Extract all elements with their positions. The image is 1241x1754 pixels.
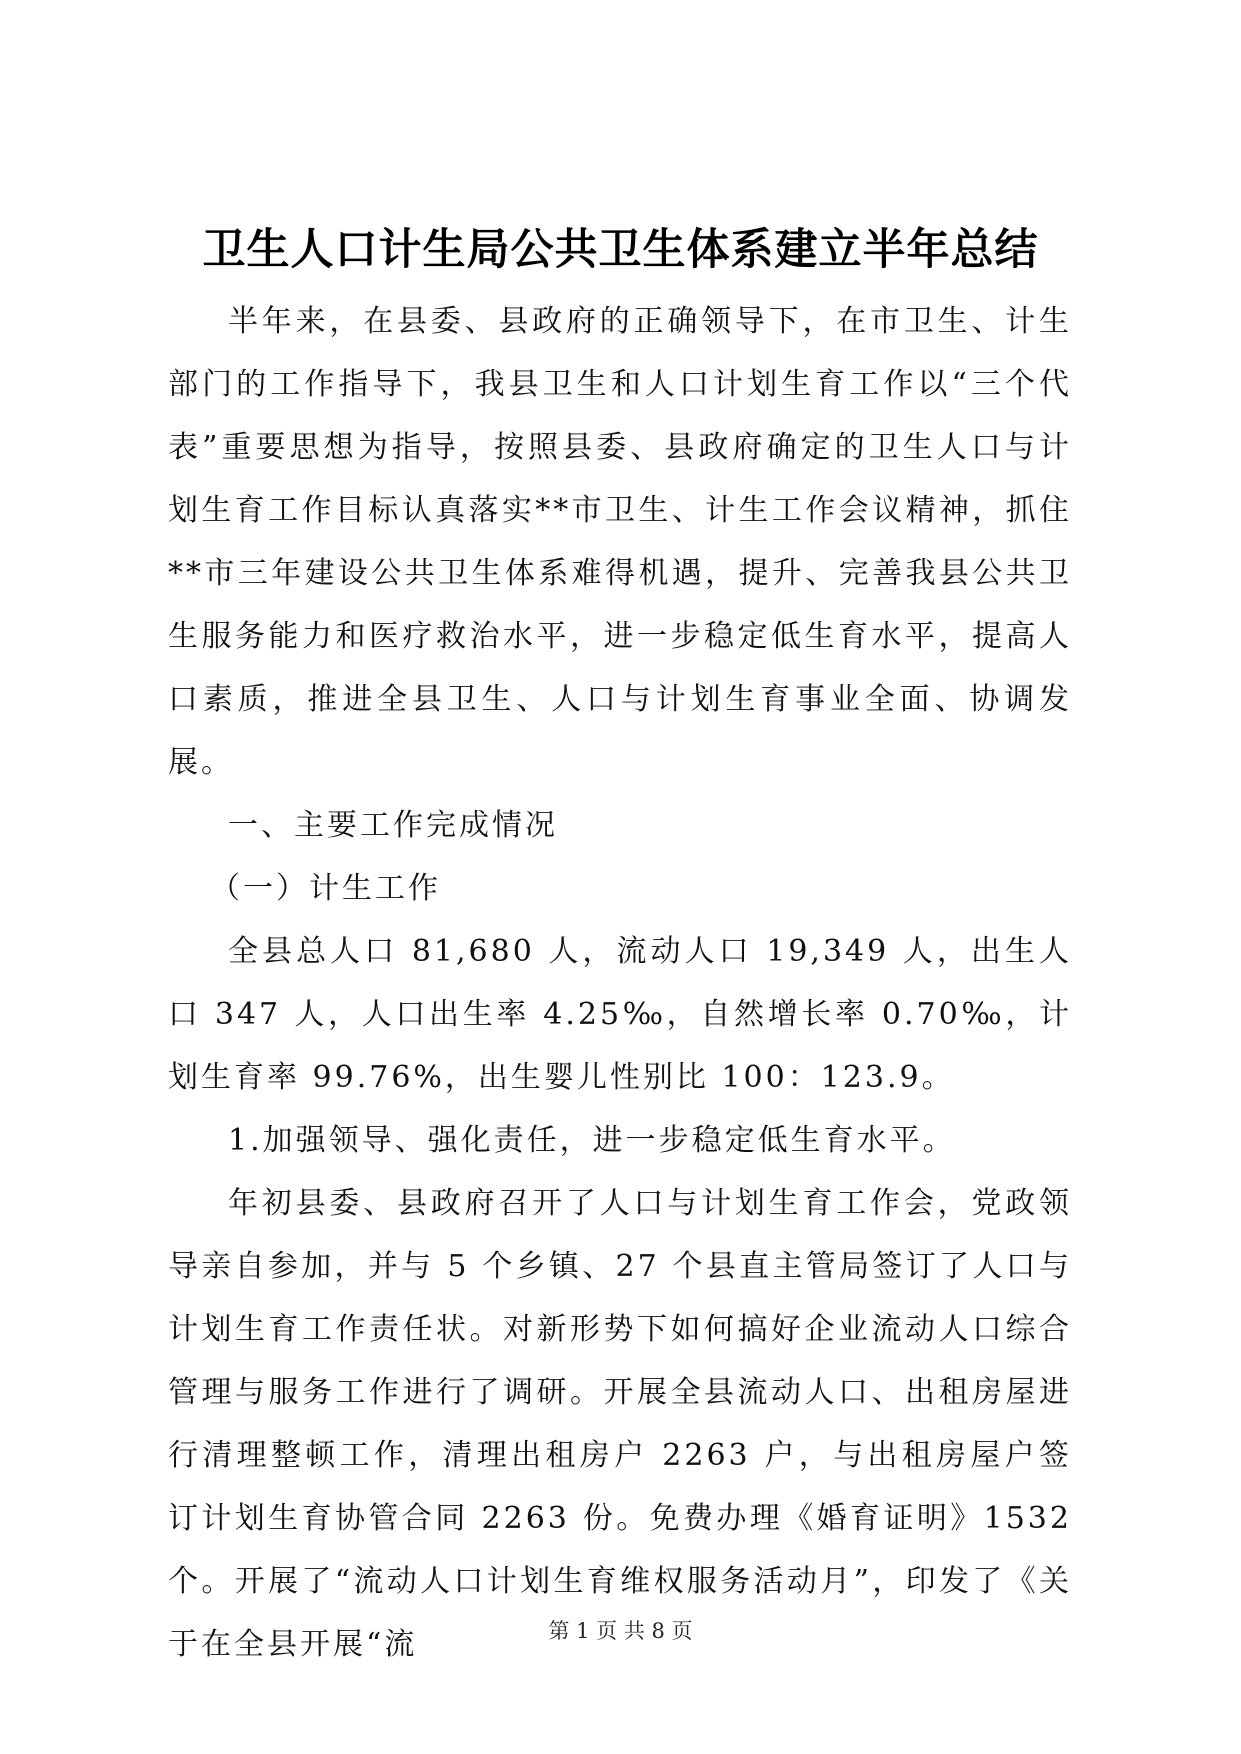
document-title: 卫生人口计生局公共卫生体系建立半年总结 bbox=[202, 225, 1039, 275]
page-footer: 第 1 页 共 8 页 bbox=[548, 1619, 693, 1643]
item-heading: 1.加强领导、强化责任，进一步稳定低生育水平。 bbox=[228, 1123, 956, 1158]
document-body bbox=[168, 290, 1072, 1676]
subsection-heading: （一）计生工作 bbox=[210, 871, 441, 906]
statistics-paragraph: 全县总人口 81,680 人，流动人口 19,349 人，出生人口 347 人，人口出生率 4.25‰，自然增长率 0.70‰，计划生育率 99.76%，出生婴儿性别比 100：123.9。 bbox=[168, 934, 1072, 1095]
intro-paragraph: 半年来，在县委、县政府的正确领导下，在市卫生、计生部门的工作指导下，我县卫生和人口计划生育工作以“三个代表”重要思想为指导，按照县委、县政府确定的卫生人口与计划生育工作目标认真落实**市卫生、计生工作会议精神，抓住**市三年建设公共卫生体系难得机遇，提升、完善我县公共卫生服务能力和医疗救治水平，进一步稳定低生育水平，提高人口素质，推进全县卫生、人口与计划生育事业全面、协调发展。 bbox=[168, 304, 1072, 780]
section-heading: 一、主要工作完成情况 bbox=[228, 808, 558, 843]
body-paragraph: 年初县委、县政府召开了人口与计划生育工作会，党政领导亲自参加，并与 5 个乡镇、27 个县直主管局签订了人口与计划生育工作责任状。对新形势下如何搞好企业流动人口综合管理与服务工作进行了调研。开展全县流动人口、出租房屋进行清理整顿工作，清理出租房户 2263 户，与出租房屋户签订计划生育协管合同 2263 份。免费办理《婚育证明》1532 个。开展了“流动人口计划生育维权服务活动月”，印发了《关于在全县开展“流 bbox=[168, 1186, 1072, 1662]
